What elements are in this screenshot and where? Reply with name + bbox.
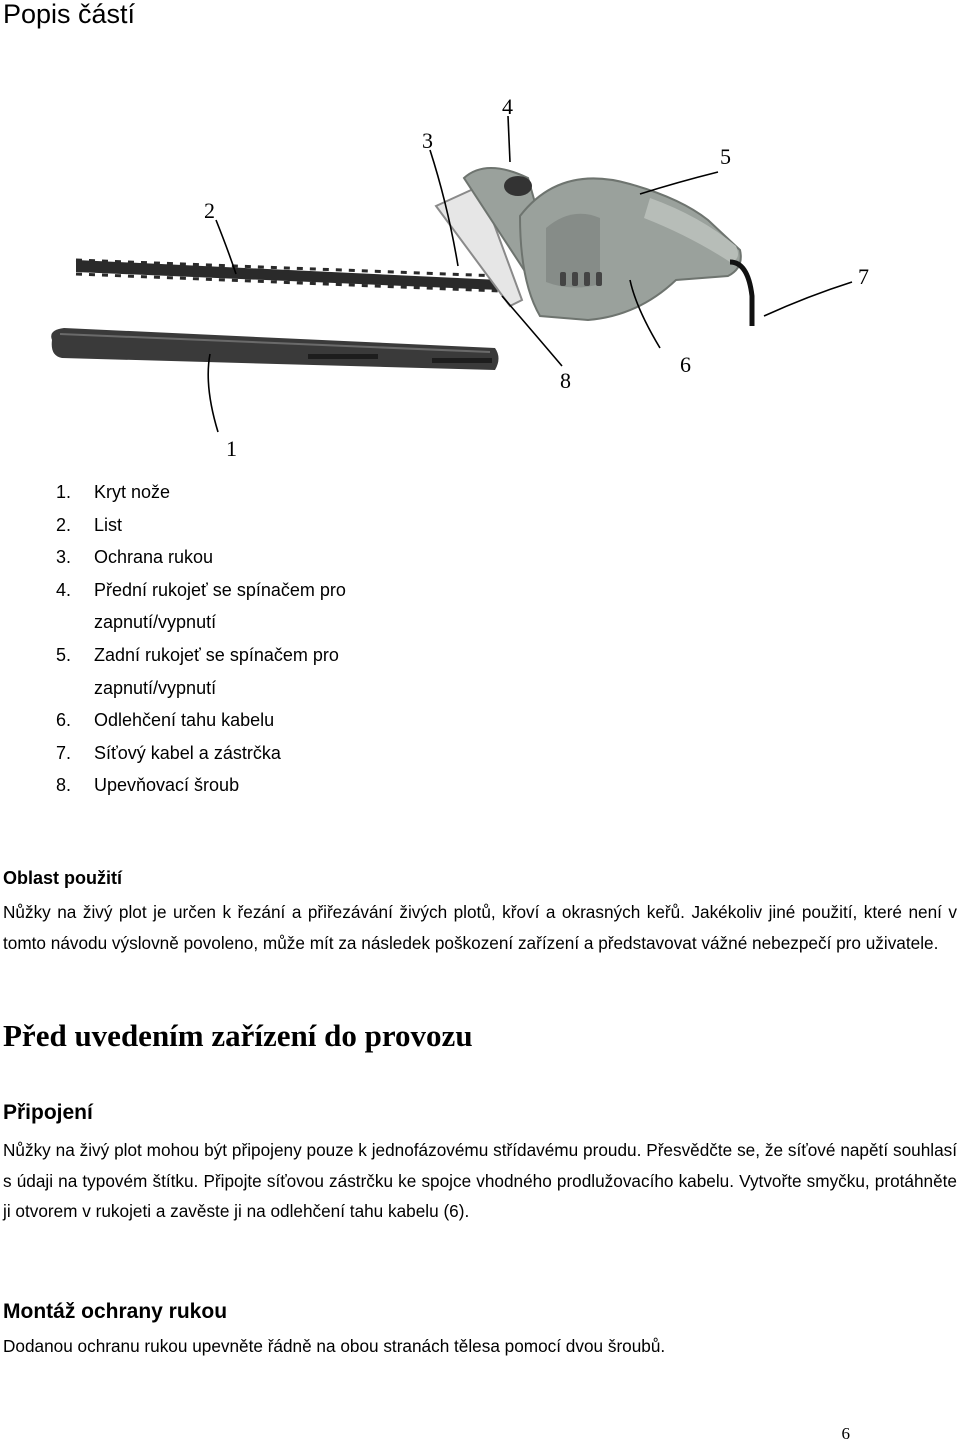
hedge-trimmer-figure: [40, 86, 920, 464]
list-item: 8. Upevňovací šroub: [56, 775, 240, 796]
usage-heading: Oblast použití: [3, 868, 122, 888]
fig-label-5: 5: [720, 144, 731, 169]
fig-label-3: 3: [422, 128, 433, 153]
page-number: 6: [841, 1424, 850, 1443]
guard-mount-text: Dodanou ochranu rukou upevněte řádně na obou stranách tělesa pomocí dvou šroubů.: [3, 1336, 666, 1356]
before-use-heading: Před uvedením zařízení do provozu: [3, 1018, 473, 1053]
list-item: 3. Ochrana rukou: [56, 547, 214, 568]
list-item: 7. Síťový kabel a zástrčka: [56, 742, 281, 763]
motor-housing: [520, 178, 741, 320]
blade: [76, 260, 500, 291]
fig-label-2: 2: [204, 198, 215, 223]
fig-label-1: 1: [226, 436, 237, 461]
parts-list: [56, 476, 396, 802]
usage-text: Nůžky na živý plot je určen k řezání a přiřezávání živých plotů, křoví a okrasných keřů. Jakékoliv jiné použití, které není v tomto návodu výslovně povoleno, může mít za následek poškození zařízení a představovat vážné nebezpečí pro uživatele.: [3, 902, 957, 953]
fig-label-6: 6: [680, 352, 691, 377]
fig-label-4: 4: [502, 94, 513, 119]
list-item: 1. Kryt nože: [56, 482, 171, 502]
page-title: Popis částí: [3, 0, 136, 29]
list-item: 2. List: [56, 514, 123, 535]
fig-label-7: 7: [858, 264, 869, 289]
connection-heading: Připojení: [3, 1101, 93, 1124]
list-item: 4. Přední rukojeť se spínačem pro zapnutí/vypnutí: [56, 579, 346, 633]
list-item: 5. Zadní rukojeť se spínačem pro zapnutí/vypnutí: [56, 644, 339, 698]
list-item: 6. Odlehčení tahu kabelu: [56, 710, 275, 731]
blade-cover: [51, 328, 498, 370]
fig-label-8: 8: [560, 368, 571, 393]
guard-mount-heading: Montáž ochrany rukou: [3, 1300, 228, 1323]
connection-text: Nůžky na živý plot mohou být připojeny pouze k jednofázovému střídavému proudu. Přesvědčte se, že síťové napětí souhlasí s údaji na typovém štítku. Připojte síťovou zástrčku ke spojce vhodného prodlužovacího kabelu. Vytvořte smyčku, protáhněte ji otvorem v rukojeti a zavěste ji na odlehčení tahu kabelu (6).: [3, 1140, 957, 1221]
